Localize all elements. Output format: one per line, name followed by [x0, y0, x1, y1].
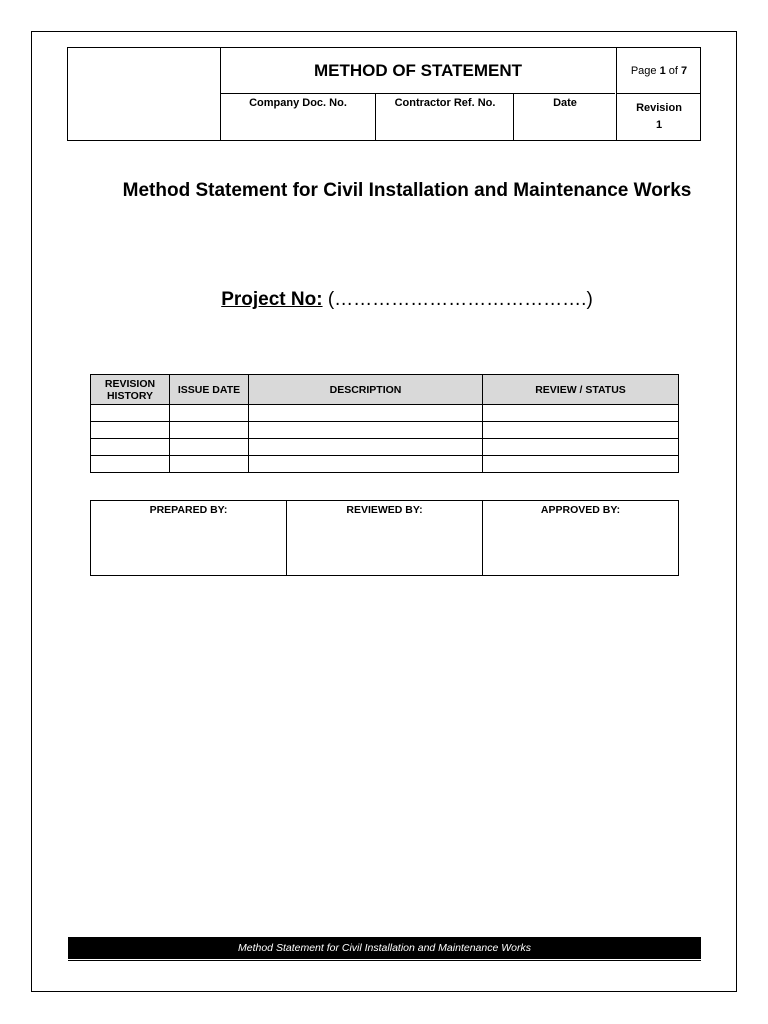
table-cell: [483, 456, 679, 473]
table-cell: [170, 439, 249, 456]
reviewed-by-label: REVIEWED BY:: [287, 501, 483, 576]
revision-label: Revision: [636, 102, 682, 114]
approved-by-label: APPROVED BY:: [483, 501, 679, 576]
column-header: REVIEW / STATUS: [483, 375, 679, 405]
document-title: Method Statement for Civil Installation and Maintenance Works: [122, 180, 692, 201]
table-row: [91, 439, 679, 456]
page-total: 7: [681, 64, 688, 77]
revision-value: 1: [655, 119, 663, 131]
table-cell: [249, 422, 483, 439]
date-label: Date: [553, 97, 577, 109]
prepared-by-label: PREPARED BY:: [91, 501, 287, 576]
table-row: [91, 422, 679, 439]
contractor-ref-no-label: Contractor Ref. No.: [377, 94, 514, 140]
table-cell: [91, 405, 170, 422]
column-header: REVISION HISTORY: [91, 375, 170, 405]
signature-table: [90, 500, 679, 576]
table-cell: [483, 422, 679, 439]
project-value: (………………………………….): [327, 289, 593, 310]
document-header: [67, 47, 701, 141]
table-cell: [483, 405, 679, 422]
table-cell: [170, 422, 249, 439]
page-current: 1: [659, 64, 666, 77]
table-cell: [91, 422, 170, 439]
column-header: DESCRIPTION: [249, 375, 483, 405]
signature-row: [91, 501, 679, 576]
revision-cell: [616, 94, 701, 140]
table-cell: [249, 456, 483, 473]
page-of: of: [668, 64, 678, 77]
table-cell: [170, 405, 249, 422]
table-cell: [249, 439, 483, 456]
footer-rule: [68, 960, 701, 961]
company-doc-no-label: Company Doc. No.: [221, 94, 376, 140]
logo-area: [68, 48, 221, 140]
table-cell: [483, 439, 679, 456]
project-label: Project No:: [221, 289, 323, 310]
table-row: [91, 456, 679, 473]
header-title: METHOD OF STATEMENT: [221, 48, 615, 94]
column-header: ISSUE DATE: [170, 375, 249, 405]
project-number: [0, 289, 768, 311]
page-footer: Method Statement for Civil Installation and Maintenance Works: [68, 937, 701, 959]
table-cell: [170, 456, 249, 473]
revision-history-table: [90, 374, 679, 473]
table-cell: [91, 439, 170, 456]
page-number: [616, 48, 701, 94]
table-cell: [91, 456, 170, 473]
table-cell: [249, 405, 483, 422]
page-label: Page: [630, 64, 657, 77]
table-row: [91, 405, 679, 422]
table-header-row: [91, 375, 679, 405]
